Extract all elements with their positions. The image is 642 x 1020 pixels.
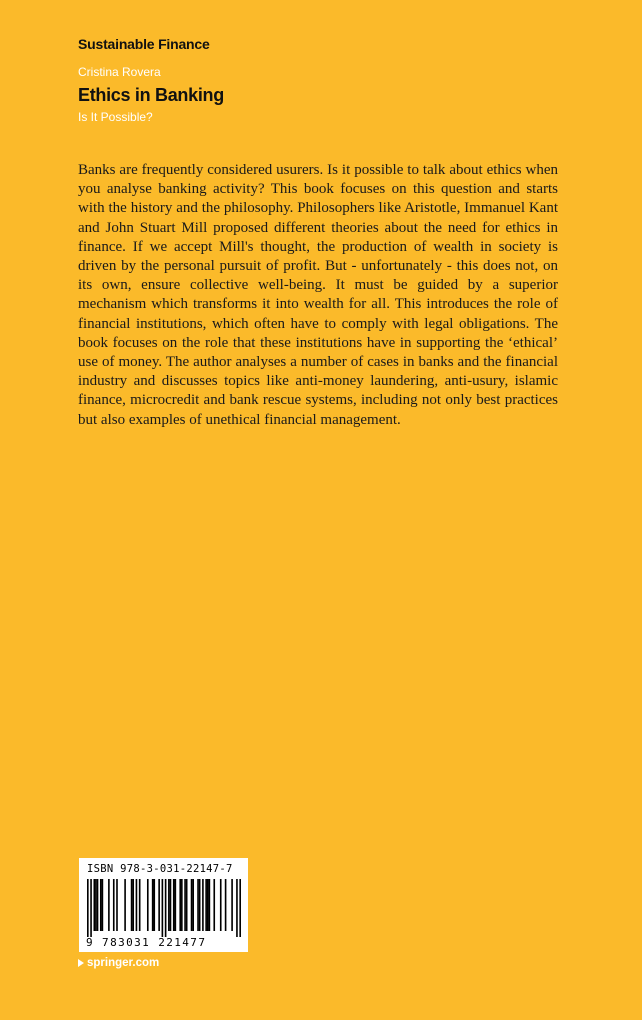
barcode-bar [152,879,154,931]
barcode-bar [87,879,89,937]
barcode-bar [179,879,181,931]
barcode-bar [231,879,233,931]
barcode-bar [199,879,201,931]
publisher-link-text: springer.com [87,957,160,969]
barcode-bar [186,879,188,931]
barcode-bar [207,879,209,931]
barcode-bar [209,879,211,931]
barcode-bar [158,879,160,931]
barcode-bar [181,879,183,931]
barcode-bar [202,879,204,931]
isbn-barcode-block [79,858,248,952]
author-name: Cristina Rovera [78,65,161,79]
barcode-bar [100,879,102,931]
barcode-bar [165,879,167,937]
barcode-bar [147,879,149,931]
barcode-bar [191,879,193,931]
barcode-bar [162,879,164,937]
barcode-bar [170,879,172,931]
back-cover-blurb: Banks are frequently considered usurers. Is it possible to talk about ethics when you analyse banking activity? This book focuses on this question and starts with the history and the philosophy. Philosophers like Aristotle, Immanuel Kant and John Stuart Mill proposed different theories about the need for ethics in finance. If we accept Mill's thought, the production of wealth in society is driven by the personal pursuit of profit. But - unfortunately - this does not, on its own, ensure collective well-being. It must be guided by a superior mechanism which transforms it into wealth for all. This introduces the role of financial institutions, which often have to comply with legal obligations. The book focuses on the role that these institutions have in supporting the ‘ethical’ use of money. The author analyses a number of cases in banks and the financial industry and discusses topics like anti-money laundering, anti-usury, islamic finance, microcredit and bank rescue systems, including not only best practices but also examples of unethical financial management. [78,162,558,428]
barcode-bar [124,879,126,931]
barcode-bar [236,879,238,937]
barcode-bar [213,879,215,931]
barcode-bar [116,879,118,931]
book-title: Ethics in Banking [78,85,224,105]
series-name: Sustainable Finance [78,36,210,52]
barcode-bar [113,879,115,931]
barcode-bar [108,879,110,931]
publisher-link[interactable] [78,957,159,969]
barcode-bar [184,879,186,931]
barcode-bar [153,879,155,931]
triangle-right-icon [78,959,84,967]
book-subtitle: Is It Possible? [78,110,153,124]
barcode-bar [102,879,104,931]
barcode-bar [225,879,227,931]
barcode-bar [239,879,241,937]
barcode-bar [139,879,141,931]
barcode-image [87,879,241,937]
barcode-bar [93,879,95,931]
barcode-digits: 9 783031 221477 [86,936,207,949]
barcode-bar [205,879,207,931]
barcode-bar [197,879,199,931]
barcode-bar [220,879,222,931]
barcode-bar [132,879,134,931]
barcode-bar [168,879,170,931]
barcode-bar [192,879,194,931]
barcode-bar [131,879,133,931]
barcode-bar [95,879,97,931]
barcode-bar [175,879,177,931]
barcode-bar [97,879,99,931]
barcode-bar [136,879,138,931]
barcode-bar [173,879,175,931]
barcode-bar [90,879,92,937]
isbn-label: ISBN 978-3-031-22147-7 [87,863,233,875]
